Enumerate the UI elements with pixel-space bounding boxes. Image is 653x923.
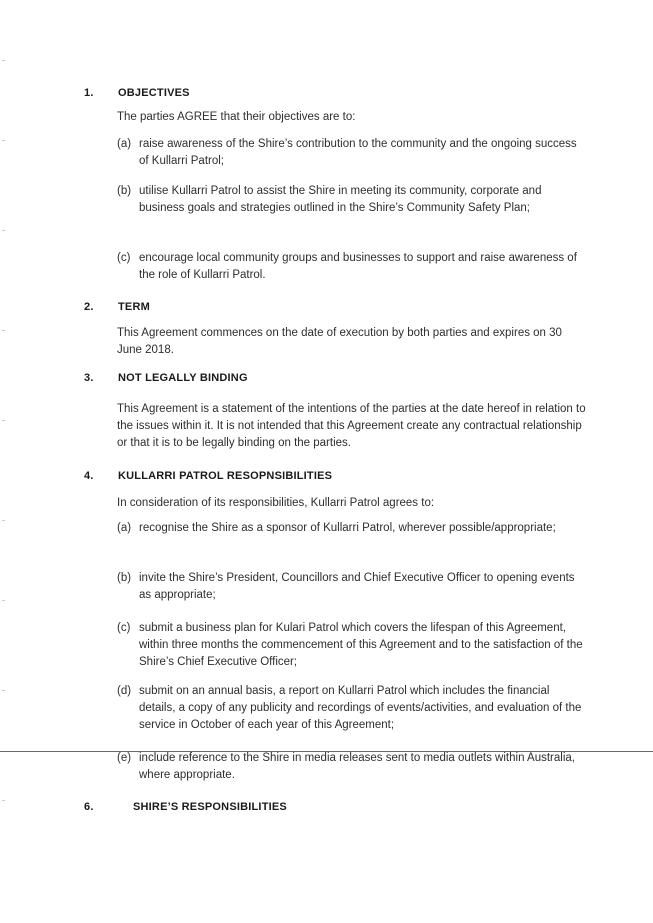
section-heading-term	[84, 301, 150, 313]
section-heading-not-legally-binding	[84, 372, 248, 384]
section-title: KULLARRI PATROL RESOPNSIBILITIES	[118, 470, 333, 482]
item-text: invite the Shire’s President, Councillors and Chief Executive Officer to opening events as appropriate;	[139, 572, 575, 601]
scan-edge-marks	[0, 0, 10, 923]
section-title: SHIRE’S RESPONSIBILITIES	[133, 801, 287, 813]
section-intro: The parties AGREE that their objectives are to:	[117, 111, 356, 123]
section-number: 3.	[84, 372, 94, 384]
item-label: (e)	[117, 752, 132, 764]
section-title: NOT LEGALLY BINDING	[118, 372, 248, 384]
item-label: (b)	[117, 185, 132, 197]
item-text: submit a business plan for Kulari Patrol which covers the lifespan of this Agreement, within three months the commencement of this Agreement and to the satisfaction of the Shire’s Chief Executive Officer;	[139, 622, 583, 668]
section-intro: In consideration of its responsibilities, Kullarri Patrol agrees to:	[117, 497, 435, 509]
item-label: (a)	[117, 522, 132, 534]
section-title: OBJECTIVES	[118, 87, 190, 99]
list-item	[117, 620, 587, 671]
item-text: raise awareness of the Shire’s contribution to the community and the ongoing success of Kullarri Patrol;	[139, 138, 577, 167]
section-number: 6.	[84, 801, 94, 813]
item-text: include reference to the Shire in media releases sent to media outlets within Australia, where appropriate.	[139, 752, 575, 781]
item-text: recognise the Shire as a sponsor of Kullarri Patrol, wherever possible/appropriate;	[139, 522, 556, 534]
item-label: (b)	[117, 572, 132, 584]
item-label: (c)	[117, 622, 131, 634]
item-label: (d)	[117, 685, 132, 697]
section-heading-patrol-responsibilities	[84, 470, 332, 482]
list-item	[117, 570, 587, 604]
item-text: utilise Kullarri Patrol to assist the Shire in meeting its community, corporate and business goals and strategies outlined in the Shire’s Community Safety Plan;	[139, 185, 542, 214]
item-label: (c)	[117, 252, 131, 264]
list-item	[117, 683, 587, 734]
section-number: 2.	[84, 301, 94, 313]
list-item	[117, 520, 587, 537]
section-heading-shire-responsibilities	[84, 801, 287, 813]
item-label: (a)	[117, 138, 132, 150]
list-item	[117, 750, 587, 784]
section-body: This Agreement commences on the date of execution by both parties and expires on 30 June 2018.	[117, 327, 562, 356]
section-title: TERM	[118, 301, 150, 313]
section-number: 4.	[84, 470, 94, 482]
list-item	[117, 183, 587, 217]
item-text: submit on an annual basis, a report on Kullarri Patrol which includes the financial details, a copy of any publicity and recordings of events/activities, and evaluation of the service in October of each year of this Agreement;	[139, 685, 582, 731]
item-text: encourage local community groups and businesses to support and raise awareness of the role of Kullarri Patrol.	[139, 252, 577, 281]
section-number: 1.	[84, 87, 94, 99]
list-item	[117, 250, 587, 284]
section-body: This Agreement is a statement of the intentions of the parties at the date hereof in relation to the issues within it. It is not intended that this Agreement create any contractual relationship or that it is to be legally binding on the parties.	[117, 403, 586, 449]
section-heading-objectives	[84, 87, 190, 99]
list-item	[117, 136, 587, 170]
